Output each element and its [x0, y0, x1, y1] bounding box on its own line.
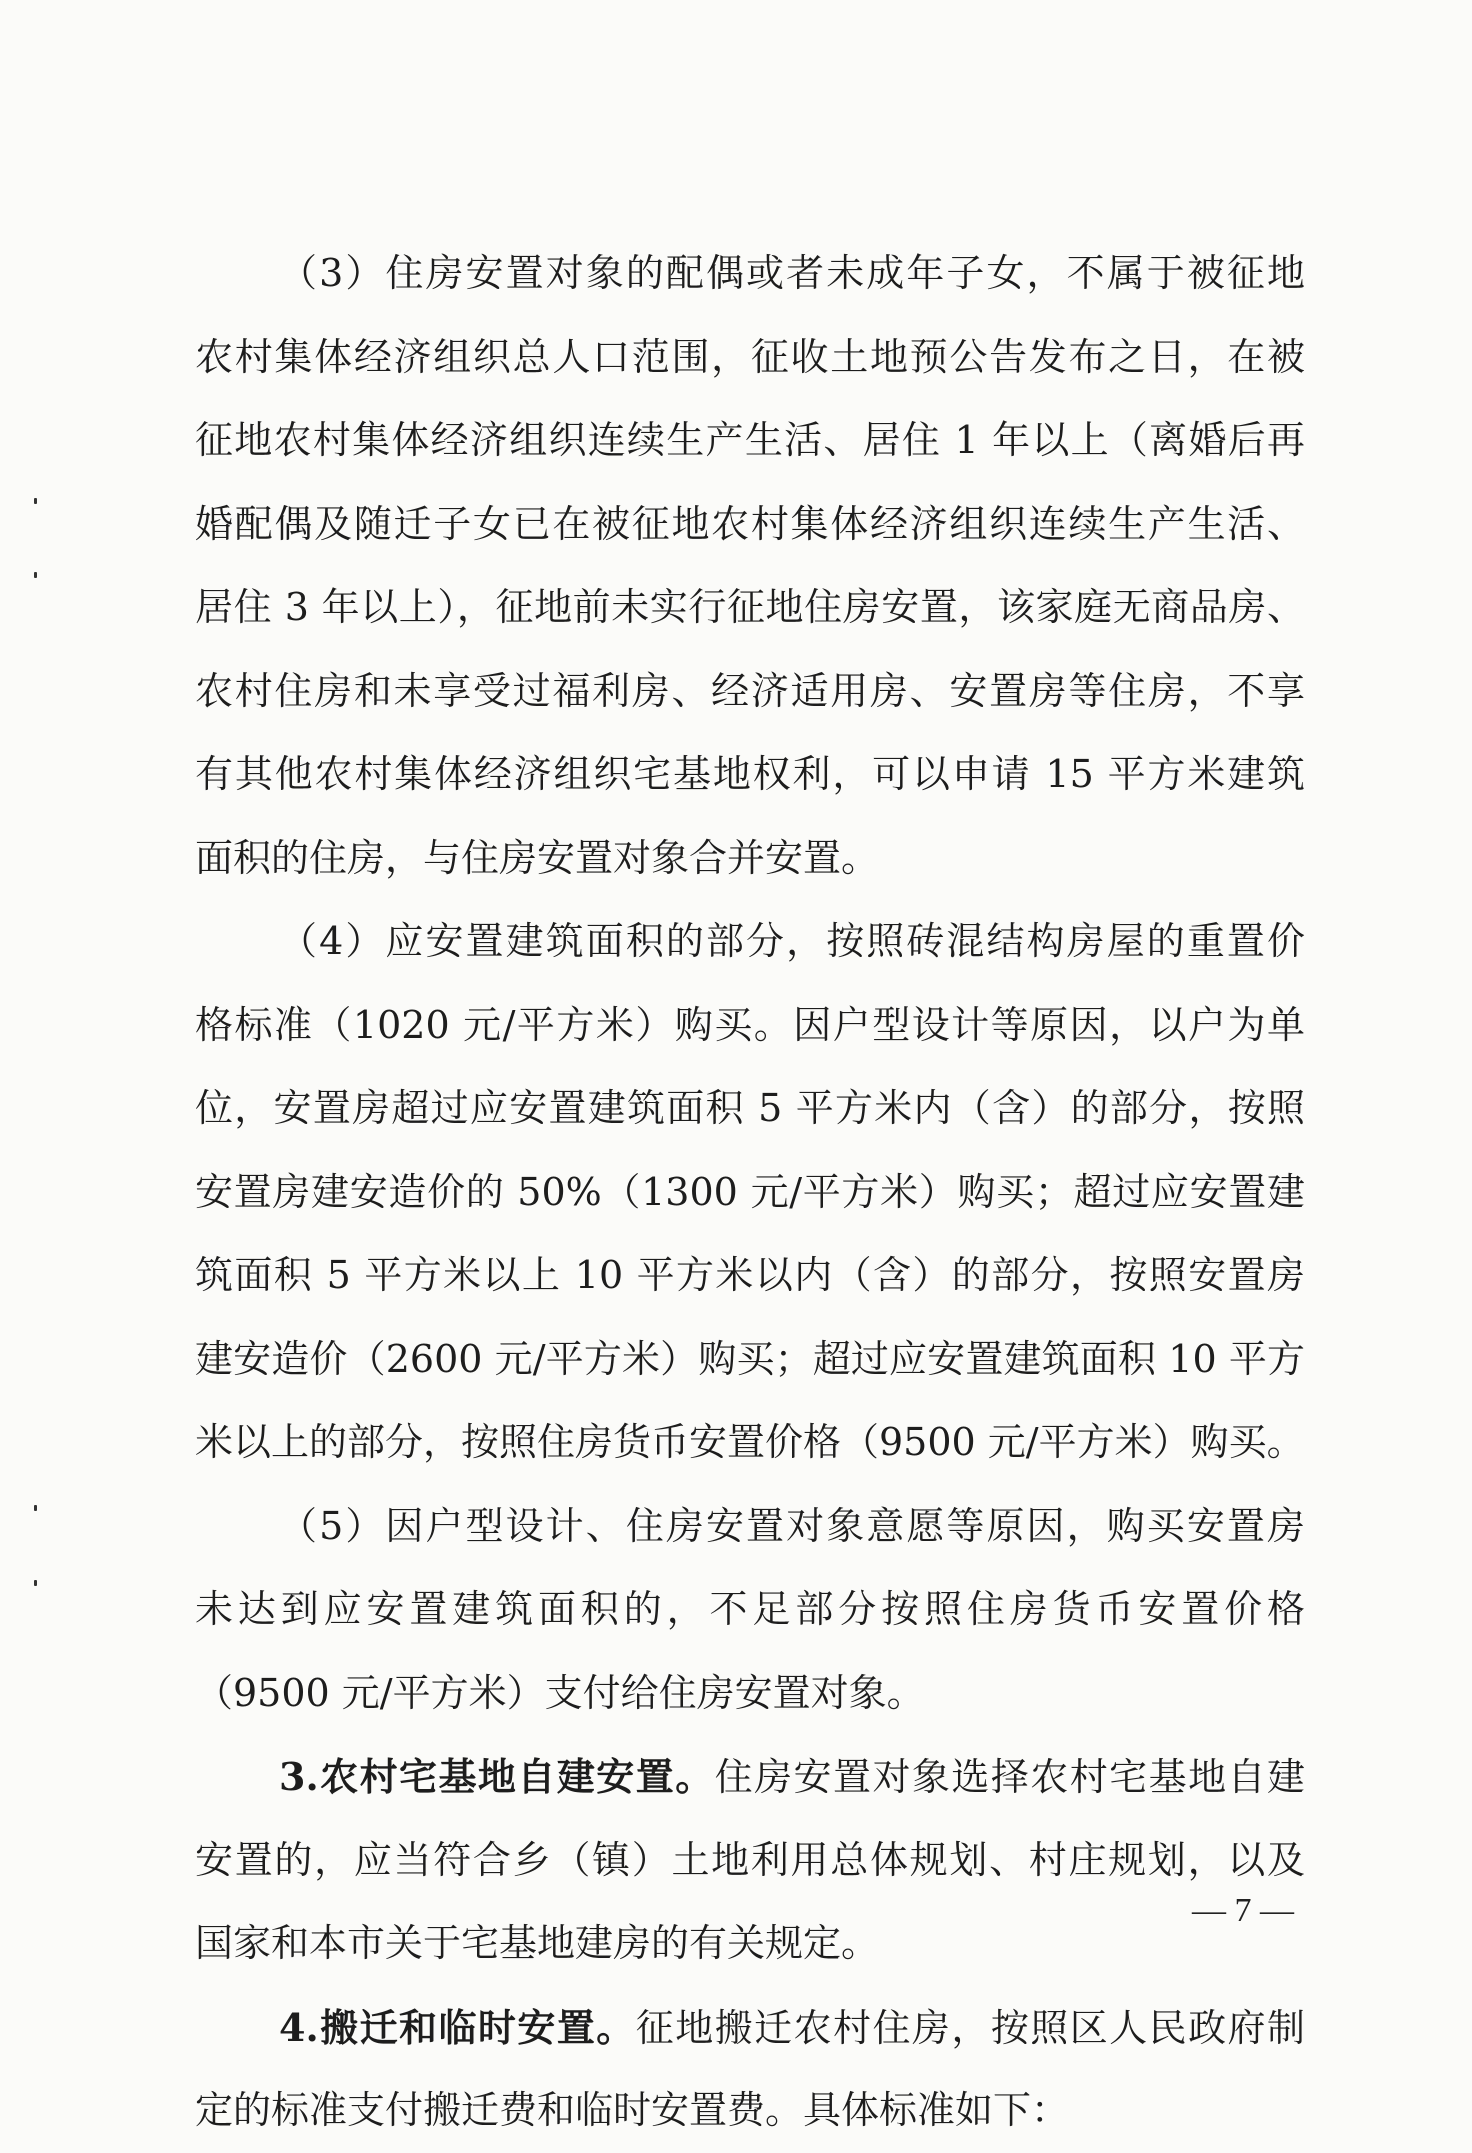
text-line: 未达到应安置建筑面积的，不足部分按照住房货币安置价格 [195, 1587, 1305, 1631]
text-line: （9500 元/平方米）支付给住房安置对象。 [195, 1670, 925, 1715]
text-line: 安置的，应当符合乡（镇）土地利用总体规划、村庄规划，以及 [195, 1837, 1305, 1882]
section-heading: 3.农村宅基地自建安置。 [279, 1754, 715, 1799]
text-line: 建安造价（2600 元/平方米）购买；超过应安置建筑面积 10 平方 [195, 1336, 1305, 1381]
text-line: （4）应安置建筑面积的部分，按照砖混结构房屋的重置价 [279, 919, 1305, 963]
text-line: 国家和本市关于宅基地建房的有关规定。 [195, 1921, 880, 1965]
text-line: 筑面积 5 平方米以上 10 平方米以内（含）的部分，按照安置房 [195, 1253, 1305, 1297]
section-first-line [195, 1735, 1305, 1819]
text-line: 居住 3 年以上），征地前未实行征地住房安置，该家庭无商品房、 [195, 585, 1305, 629]
section-text: 住房安置对象选择农村宅基地自建 [714, 1755, 1305, 1799]
text-line: 农村集体经济组织总人口范围，征收土地预公告发布之日，在被 [195, 334, 1305, 379]
binding-hole-mark [34, 572, 37, 578]
paragraph-3 [195, 232, 1305, 900]
text-line: （5）因户型设计、住房安置对象意愿等原因，购买安置房 [279, 1503, 1305, 1548]
binding-hole-mark [34, 1580, 37, 1586]
text-line: 婚配偶及随迁子女已在被征地农村集体经济组织连续生产生活、 [195, 501, 1305, 546]
text-line: 征地农村集体经济组织连续生产生活、居住 1 年以上（离婚后再 [195, 418, 1305, 462]
paragraph-4 [195, 900, 1305, 1485]
binding-hole-mark [34, 1505, 37, 1511]
section-4-relocation [195, 1986, 1305, 2153]
binding-hole-mark [34, 498, 37, 504]
section-text: 征地搬迁农村住房，按照区人民政府制 [635, 2005, 1305, 2050]
text-line: 面积的住房，与住房安置对象合并安置。 [195, 835, 880, 880]
text-line: 有其他农村集体经济组织宅基地权利，可以申请 15 平方米建筑 [195, 752, 1305, 796]
text-line: 米以上的部分，按照住房货币安置价格（9500 元/平方米）购买。 [195, 1420, 1305, 1464]
text-line: 定的标准支付搬迁费和临时安置费。具体标准如下： [195, 2088, 1070, 2132]
text-line: 位，安置房超过应安置建筑面积 5 平方米内（含）的部分，按照 [195, 1086, 1305, 1130]
text-line: 安置房建安造价的 50%（1300 元/平方米）购买；超过应安置建 [195, 1169, 1305, 1214]
text-line: （3）住房安置对象的配偶或者未成年子女，不属于被征地 [279, 251, 1305, 295]
text-line: 农村住房和未享受过福利房、经济适用房、安置房等住房，不享 [195, 668, 1305, 713]
section-first-line [195, 1986, 1305, 2070]
paragraph-5 [195, 1485, 1305, 1736]
section-3-homestead-self-build [195, 1735, 1305, 1986]
section-heading: 4.搬迁和临时安置。 [279, 2004, 636, 2050]
page-number: — 7 — [1192, 1892, 1294, 1929]
document-body [195, 232, 1305, 2153]
text-line: 格标准（1020 元/平方米）购买。因户型设计等原因，以户为单 [195, 1002, 1305, 1047]
